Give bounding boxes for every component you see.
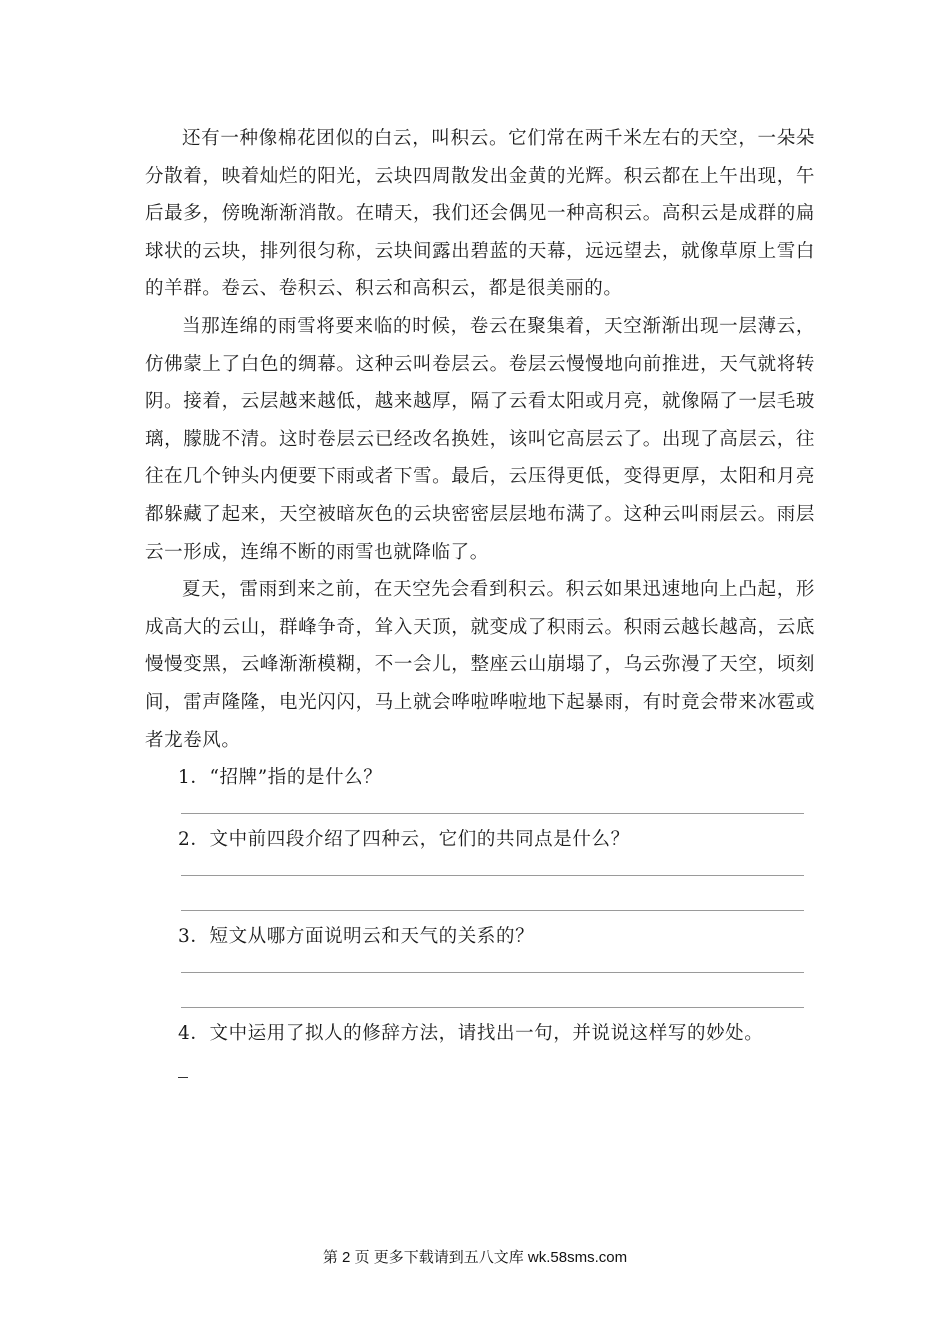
paragraph-cumulonimbus: 夏天，雷雨到来之前，在天空先会看到积云。积云如果迅速地向上凸起，形成高大的云山，群峰争奇，耸入天顶，就变成了积雨云。积雨云越长越高，云底慢慢变黑，云峰渐渐模糊，不一会儿，整座云山崩塌了，乌云弥漫了天空，顷刻间，雷声隆隆，电光闪闪，马上就会哗啦哗啦地下起暴雨，有时竟会带来冰雹或者龙卷风。 [145, 579, 815, 751]
answer-stub-4[interactable] [178, 1077, 188, 1078]
answer-line-3a[interactable] [181, 972, 804, 973]
question-3: 3．短文从哪方面说明云和天气的关系的？ [178, 926, 535, 948]
answer-line-3b[interactable] [181, 1007, 804, 1008]
answer-line-1[interactable] [181, 813, 804, 814]
paragraph-stratus: 当那连绵的雨雪将要来临的时候，卷云在聚集着，天空渐渐出现一层薄云，仿佛蒙上了白色的绸幕。这种云叫卷层云。卷层云慢慢地向前推进，天气就将转阴。接着，云层越来越低，越来越厚，隔了云看太阳或月亮，就像隔了一层毛玻璃，朦胧不清。这时卷层云已经改名换姓，该叫它高层云了。出现了高层云，往往在几个钟头内便要下雨或者下雪。最后，云压得更低，变得更厚，太阳和月亮都躲藏了起来，天空被暗灰色的云块密密层层地布满了。这种云叫雨层云。雨层云一形成，连绵不断的雨雪也就降临了。 [145, 315, 815, 563]
paragraph-cumulus: 还有一种像棉花团似的白云，叫积云。它们常在两千米左右的天空，一朵朵分散着，映着灿烂的阳光，云块四周散发出金黄的光辉。积云都在上午出现，午后最多，傍晚渐渐消散。在晴天，我们还会偶见一种高积云。高积云是成群的扁球状的云块，排列很匀称，云块间露出碧蓝的天幕，远远望去，就像草原上雪白的羊群。卷云、卷积云、积云和高积云，都是很美丽的。 [145, 128, 815, 300]
document-body [145, 120, 815, 1078]
question-4: 4．文中运用了拟人的修辞方法，请找出一句，并说说这样写的妙处。 [178, 1023, 764, 1045]
answer-line-2a[interactable] [181, 875, 804, 876]
question-1: 1．“招牌”指的是什么？ [178, 767, 383, 789]
page-footer: 第 2 页 更多下载请到五八文库 wk.58sms.com [322, 1249, 628, 1266]
answer-line-2b[interactable] [181, 910, 804, 911]
question-2: 2．文中前四段介绍了四种云，它们的共同点是什么？ [178, 829, 630, 851]
